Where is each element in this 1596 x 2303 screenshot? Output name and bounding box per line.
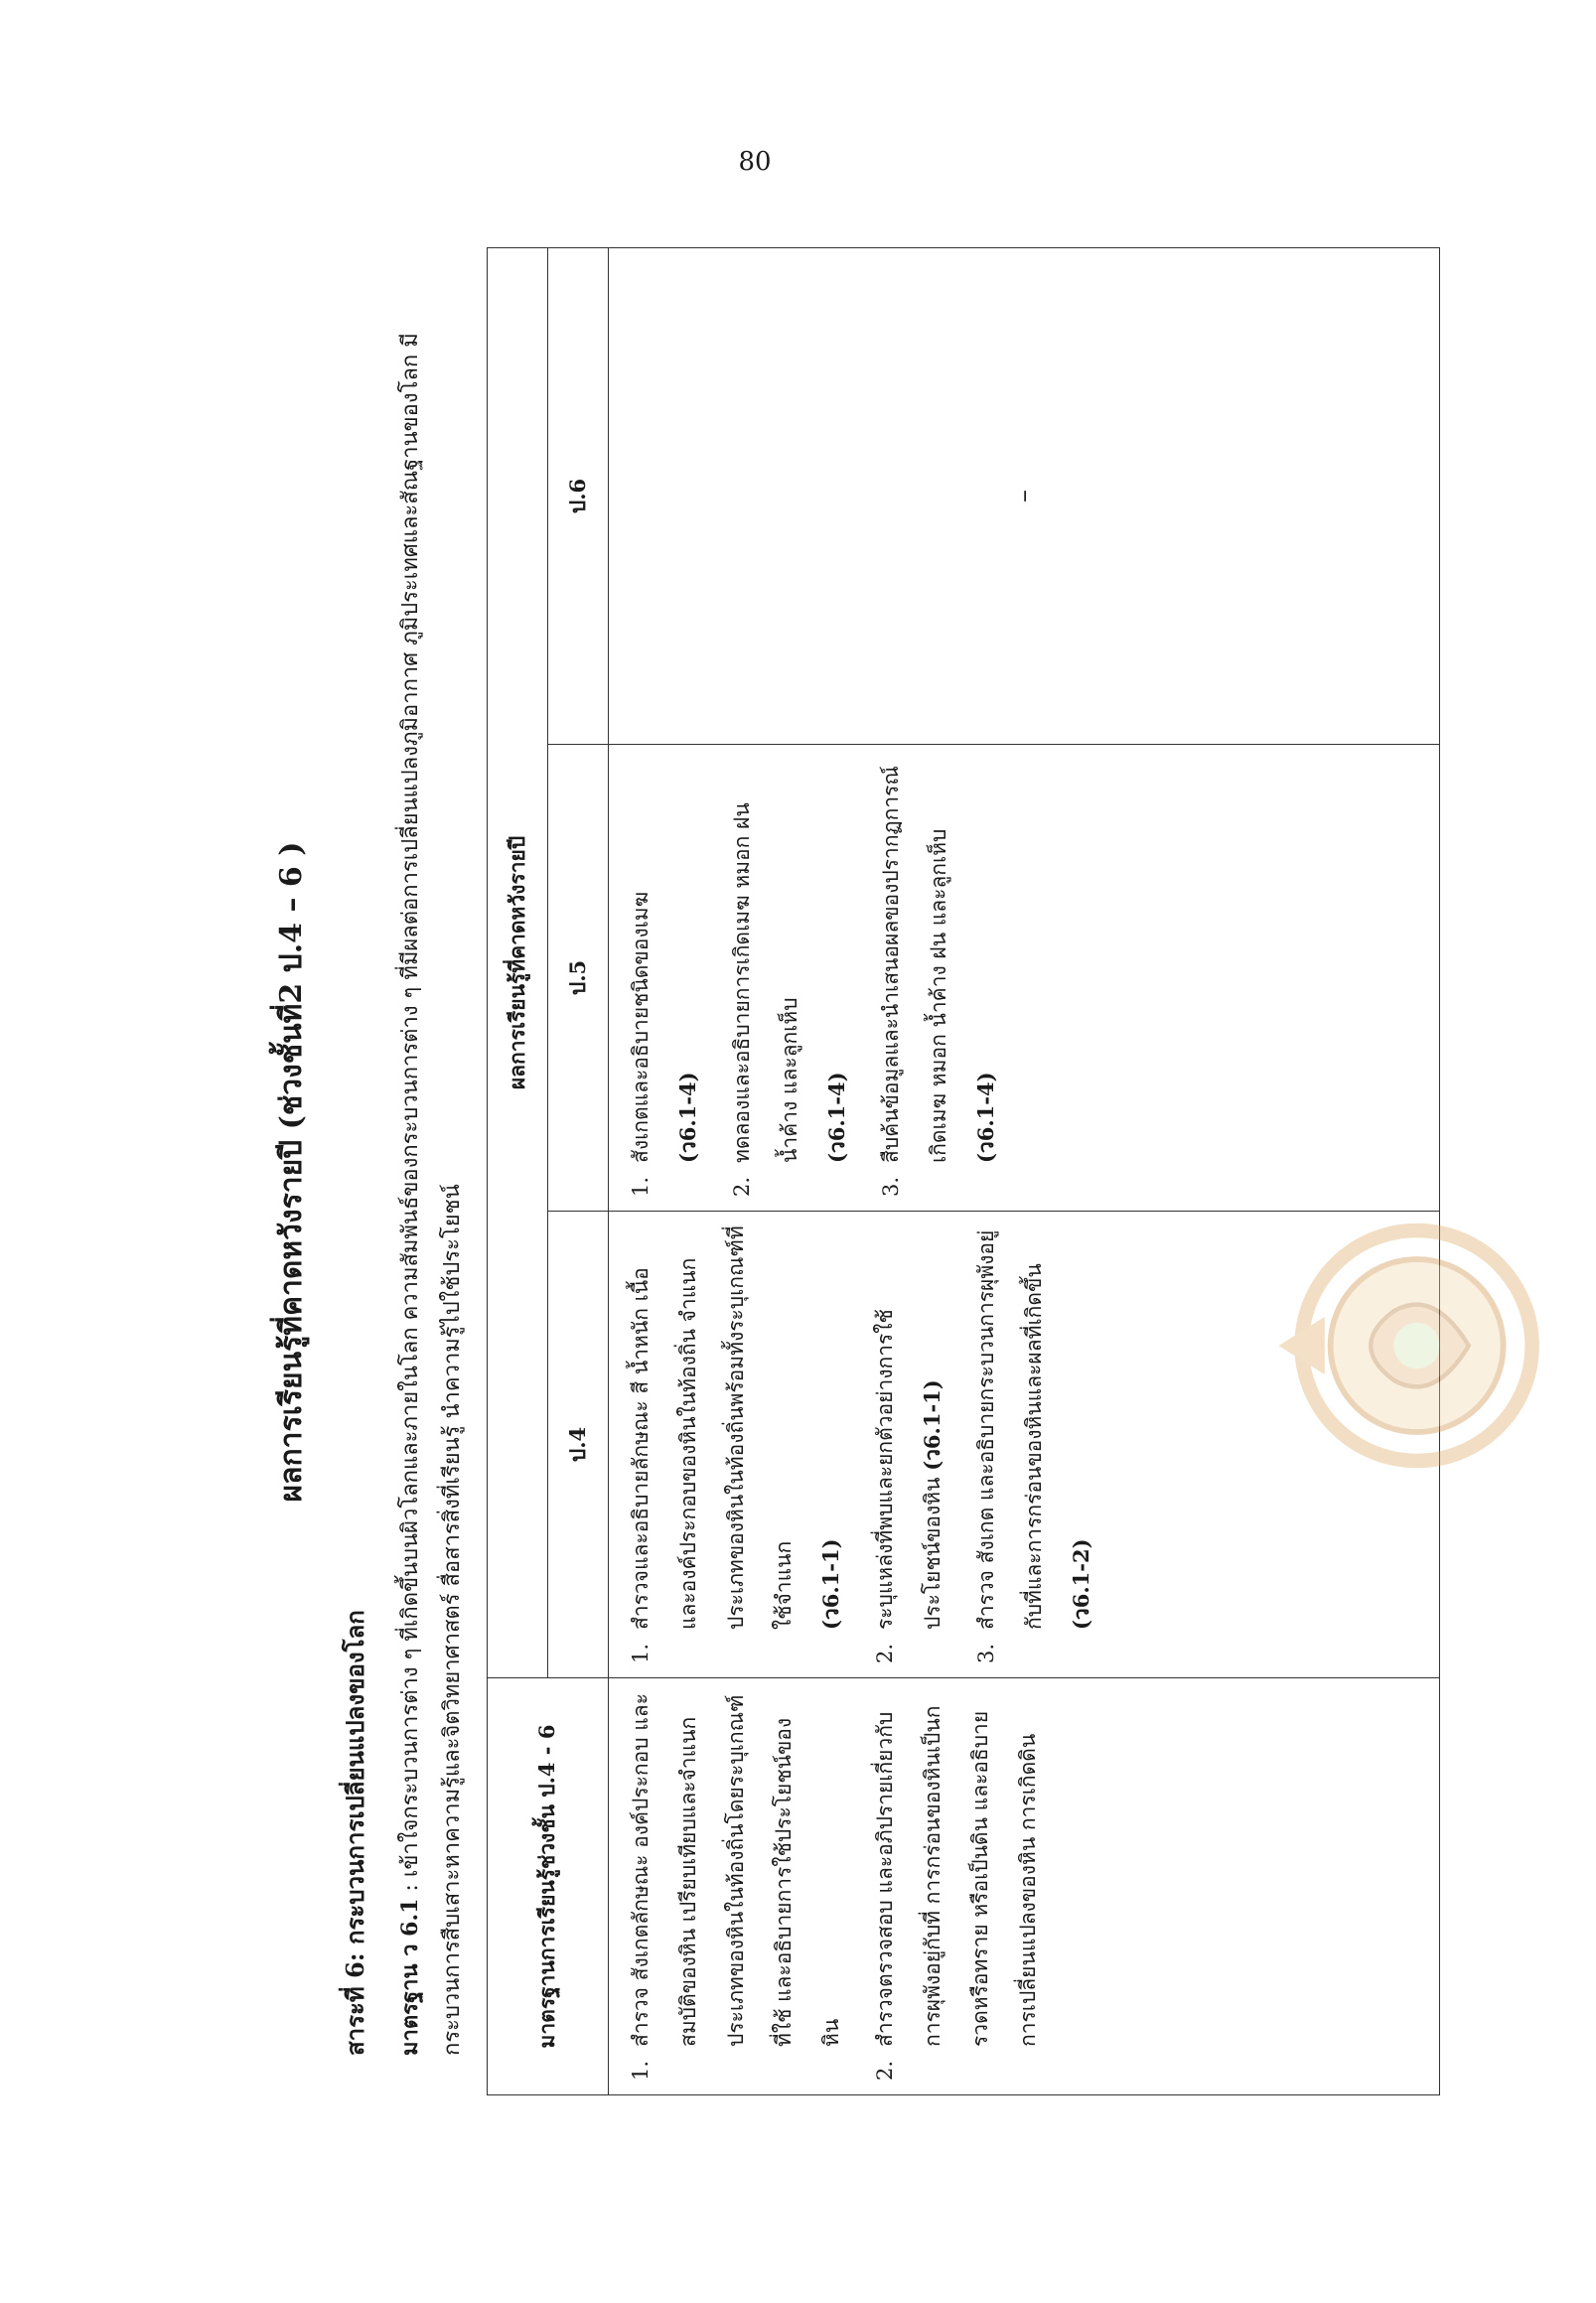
indicator-code: (ว6.1-2) (1069, 1538, 1093, 1630)
list-item: 1. สำรวจ สังเกตลักษณะ องค์ประกอบ และสมบัติของหิน เปรียบเทียบและจำแนกประเภทของหินในท้องถิ่นโดยระบุเกณฑ์ที่ใช้ และอธิบายการใช้ประโยชน์ของหิน (629, 1693, 843, 2081)
outcomes-table (487, 247, 1440, 2095)
list-item: 3. สืบค้นข้อมูลและนำเสนอผลของปรากฏการณ์เกิดเมฆ หมอก น้ำค้าง ฝน และลูกเห็บ (ว6.1-4) (879, 766, 998, 1197)
indicator-code: (ว6.1-1) (818, 1538, 843, 1630)
standard-statement (389, 268, 474, 2056)
rotated-content (268, 248, 1390, 2095)
cell-standards (609, 1678, 1440, 2095)
header-standards: มาตรฐานการเรียนรู้ช่วงชั้น ป.4 - 6 (488, 1678, 609, 2095)
document-title: ผลการเรียนรู้ที่คาดหวังรายปี (ช่วงชั้นที่2 ป.4 – 6 ) (274, 841, 309, 1503)
indicator-code: (ว6.1-4) (675, 1072, 700, 1163)
standard-label: มาตรฐาน ว 6.1 (397, 1898, 423, 2056)
list-item: 2. สำรวจตรวจสอบ และอภิปรายเกี่ยวกับการผุพังอยู่กับที่ การกร่อนของหินเป็นกรวดหรือทราย หรือเป็นดิน และอธิบายการเปลี่ยนแปลงของหิน การเกิดดิน (873, 1705, 1040, 2081)
header-grade-p4: ป.4 (548, 1212, 609, 1678)
list-item: 3. สำรวจ สังเกต และอธิบายกระบวนการผุพังอยู่กับที่และการกร่อนของหินและผลที่เกิดขึ้น (ว6.1-2) (974, 1229, 1093, 1663)
list-item: 1. สังเกตและอธิบายชนิดของเมฆ (ว6.1-4) (617, 759, 712, 1197)
header-grade-p6: ป.6 (548, 247, 609, 744)
list-item: 1. สำรวจและอธิบายลักษณะ สี น้ำหนัก เนื้อ และองค์ประกอบของหินในท้องถิ่น จำแนกประเภทของหินในท้องถิ่นพร้อมทั้งระบุเกณฑ์ที่ใช้จำแนก (ว6.1-1) (617, 1225, 855, 1663)
indicator-code: (ว6.1-4) (973, 1072, 998, 1163)
header-outcomes: ผลการเรียนรู้ที่คาดหวังรายปี (488, 247, 548, 1677)
indicator-code: (ว6.1-1) (920, 1379, 944, 1471)
standard-text: : เข้าใจกระบวนการต่าง ๆ ที่เกิดขึ้นบนผิวโลกและภายในโลก ความสัมพันธ์ของกระบวนการต่าง ๆ ที่มีผลต่อการเปลี่ยนแปลงภูมิอากาศ ภูมิประเทศและสัณฐานของโลก มีกระบวนการสืบเสาะหาความรู้และจิตวิทยาศาสตร์ สื่อสารสิ่งที่เรียนรู้ นำความรู้ไปใช้ประโยชน์ (398, 333, 465, 2056)
indicator-code: (ว6.1-4) (824, 1072, 849, 1163)
page-number: 80 (738, 147, 772, 177)
cell-grade-p6: – (609, 247, 1440, 744)
list-item: 2. ทดลองและอธิบายการเกิดเมฆ หมอก ฝน น้ำค้าง และลูกเห็บ (ว6.1-4) (718, 759, 861, 1197)
strand-title: สาระที่ 6: กระบวนการเปลี่ยนแปลงของโลก (341, 1610, 369, 2056)
school-seal-watermark (1261, 1202, 1549, 1490)
cell-grade-p5 (609, 745, 1440, 1212)
header-grade-p5: ป.5 (548, 745, 609, 1212)
list-item: 2. ระบุแหล่งที่พบและยกตัวอย่างการใช้ประโยชน์ของหิน (ว6.1-1) (873, 1309, 944, 1663)
